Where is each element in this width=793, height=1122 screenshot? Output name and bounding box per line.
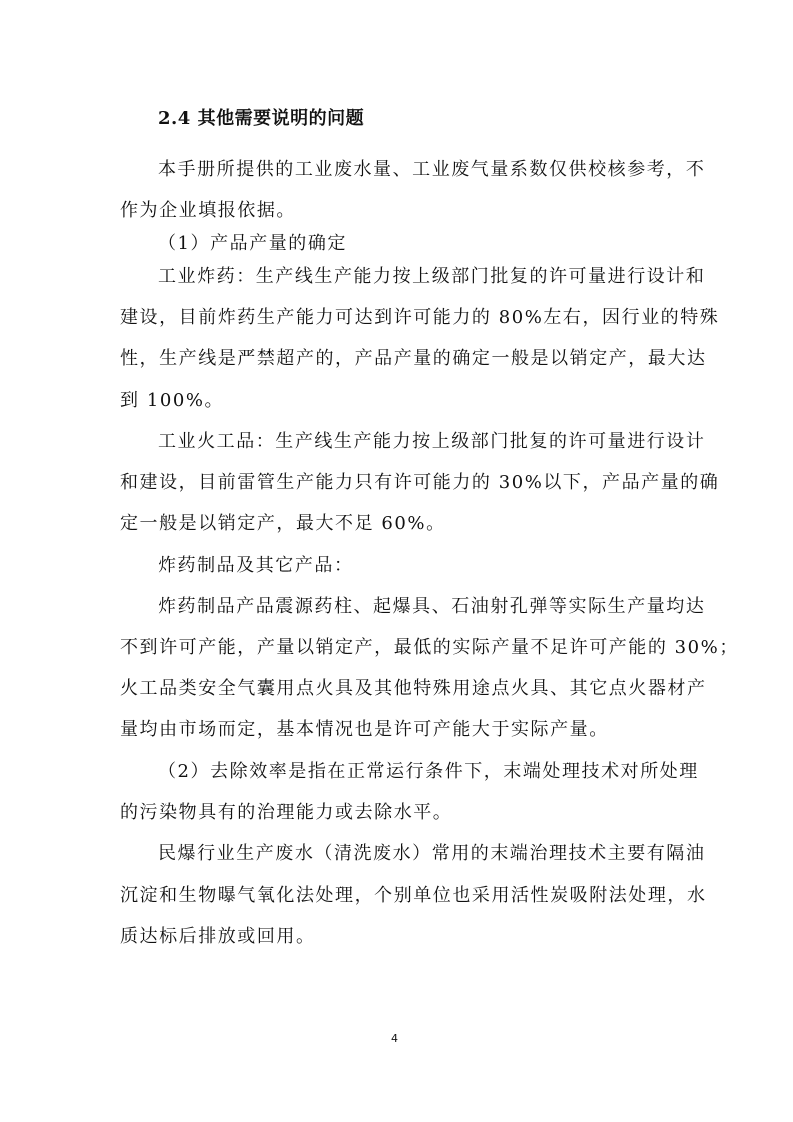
paragraph-line: 质达标后排放或回用。 [120, 926, 316, 947]
paragraph-line: （2）去除效率是指在正常运行条件下，末端处理技术对所处理 [158, 761, 699, 782]
paragraph-line: 工业炸药：生产线生产能力按上级部门批复的许可量进行设计和 [158, 266, 706, 287]
paragraph-line: 沉淀和生物曝气氧化法处理，个别单位也采用活性炭吸附法处理，水 [120, 885, 707, 906]
paragraph-line: 定一般是以销定产，最大不足 60%。 [120, 513, 446, 534]
paragraph-line: 本手册所提供的工业废水量、工业废气量系数仅供校核参考，不 [158, 159, 706, 180]
paragraph-line: 到 100%。 [120, 390, 225, 411]
section-heading: 2.4 其他需要说明的问题 [158, 108, 365, 129]
page-number: 4 [391, 1032, 398, 1045]
paragraph-line: 和建设，目前雷管生产能力只有许可能力的 30%以下，产品产量的确 [120, 472, 720, 493]
paragraph-line: 建设，目前炸药生产能力可达到许可能力的 80%左右，因行业的特殊 [120, 307, 720, 328]
paragraph-line: 炸药制品及其它产品： [158, 555, 354, 576]
paragraph-line: 性，生产线是严禁超产的，产品产量的确定一般是以销定产，最大达 [120, 348, 707, 369]
paragraph-line: 量均由市场而定，基本情况也是许可产能大于实际产量。 [120, 719, 609, 740]
paragraph-line: （1）产品产量的确定 [158, 233, 347, 254]
paragraph-line: 炸药制品产品震源药柱、起爆具、石油射孔弹等实际生产量均达 [158, 596, 706, 617]
paragraph-line: 火工品类安全气囊用点火具及其他特殊用途点火具、其它点火器材产 [120, 678, 707, 699]
paragraph-line: 作为企业填报依据。 [120, 200, 296, 221]
paragraph-line: 的污染物具有的治理能力或去除水平。 [120, 802, 453, 823]
paragraph-line: 不到许可产能，产量以销定产，最低的实际产量不足许可产能的 30%； [120, 637, 739, 658]
paragraph-line: 工业火工品：生产线生产能力按上级部门批复的许可量进行设计 [158, 431, 706, 452]
paragraph-line: 民爆行业生产废水（清洗废水）常用的末端治理技术主要有隔油 [158, 843, 706, 864]
